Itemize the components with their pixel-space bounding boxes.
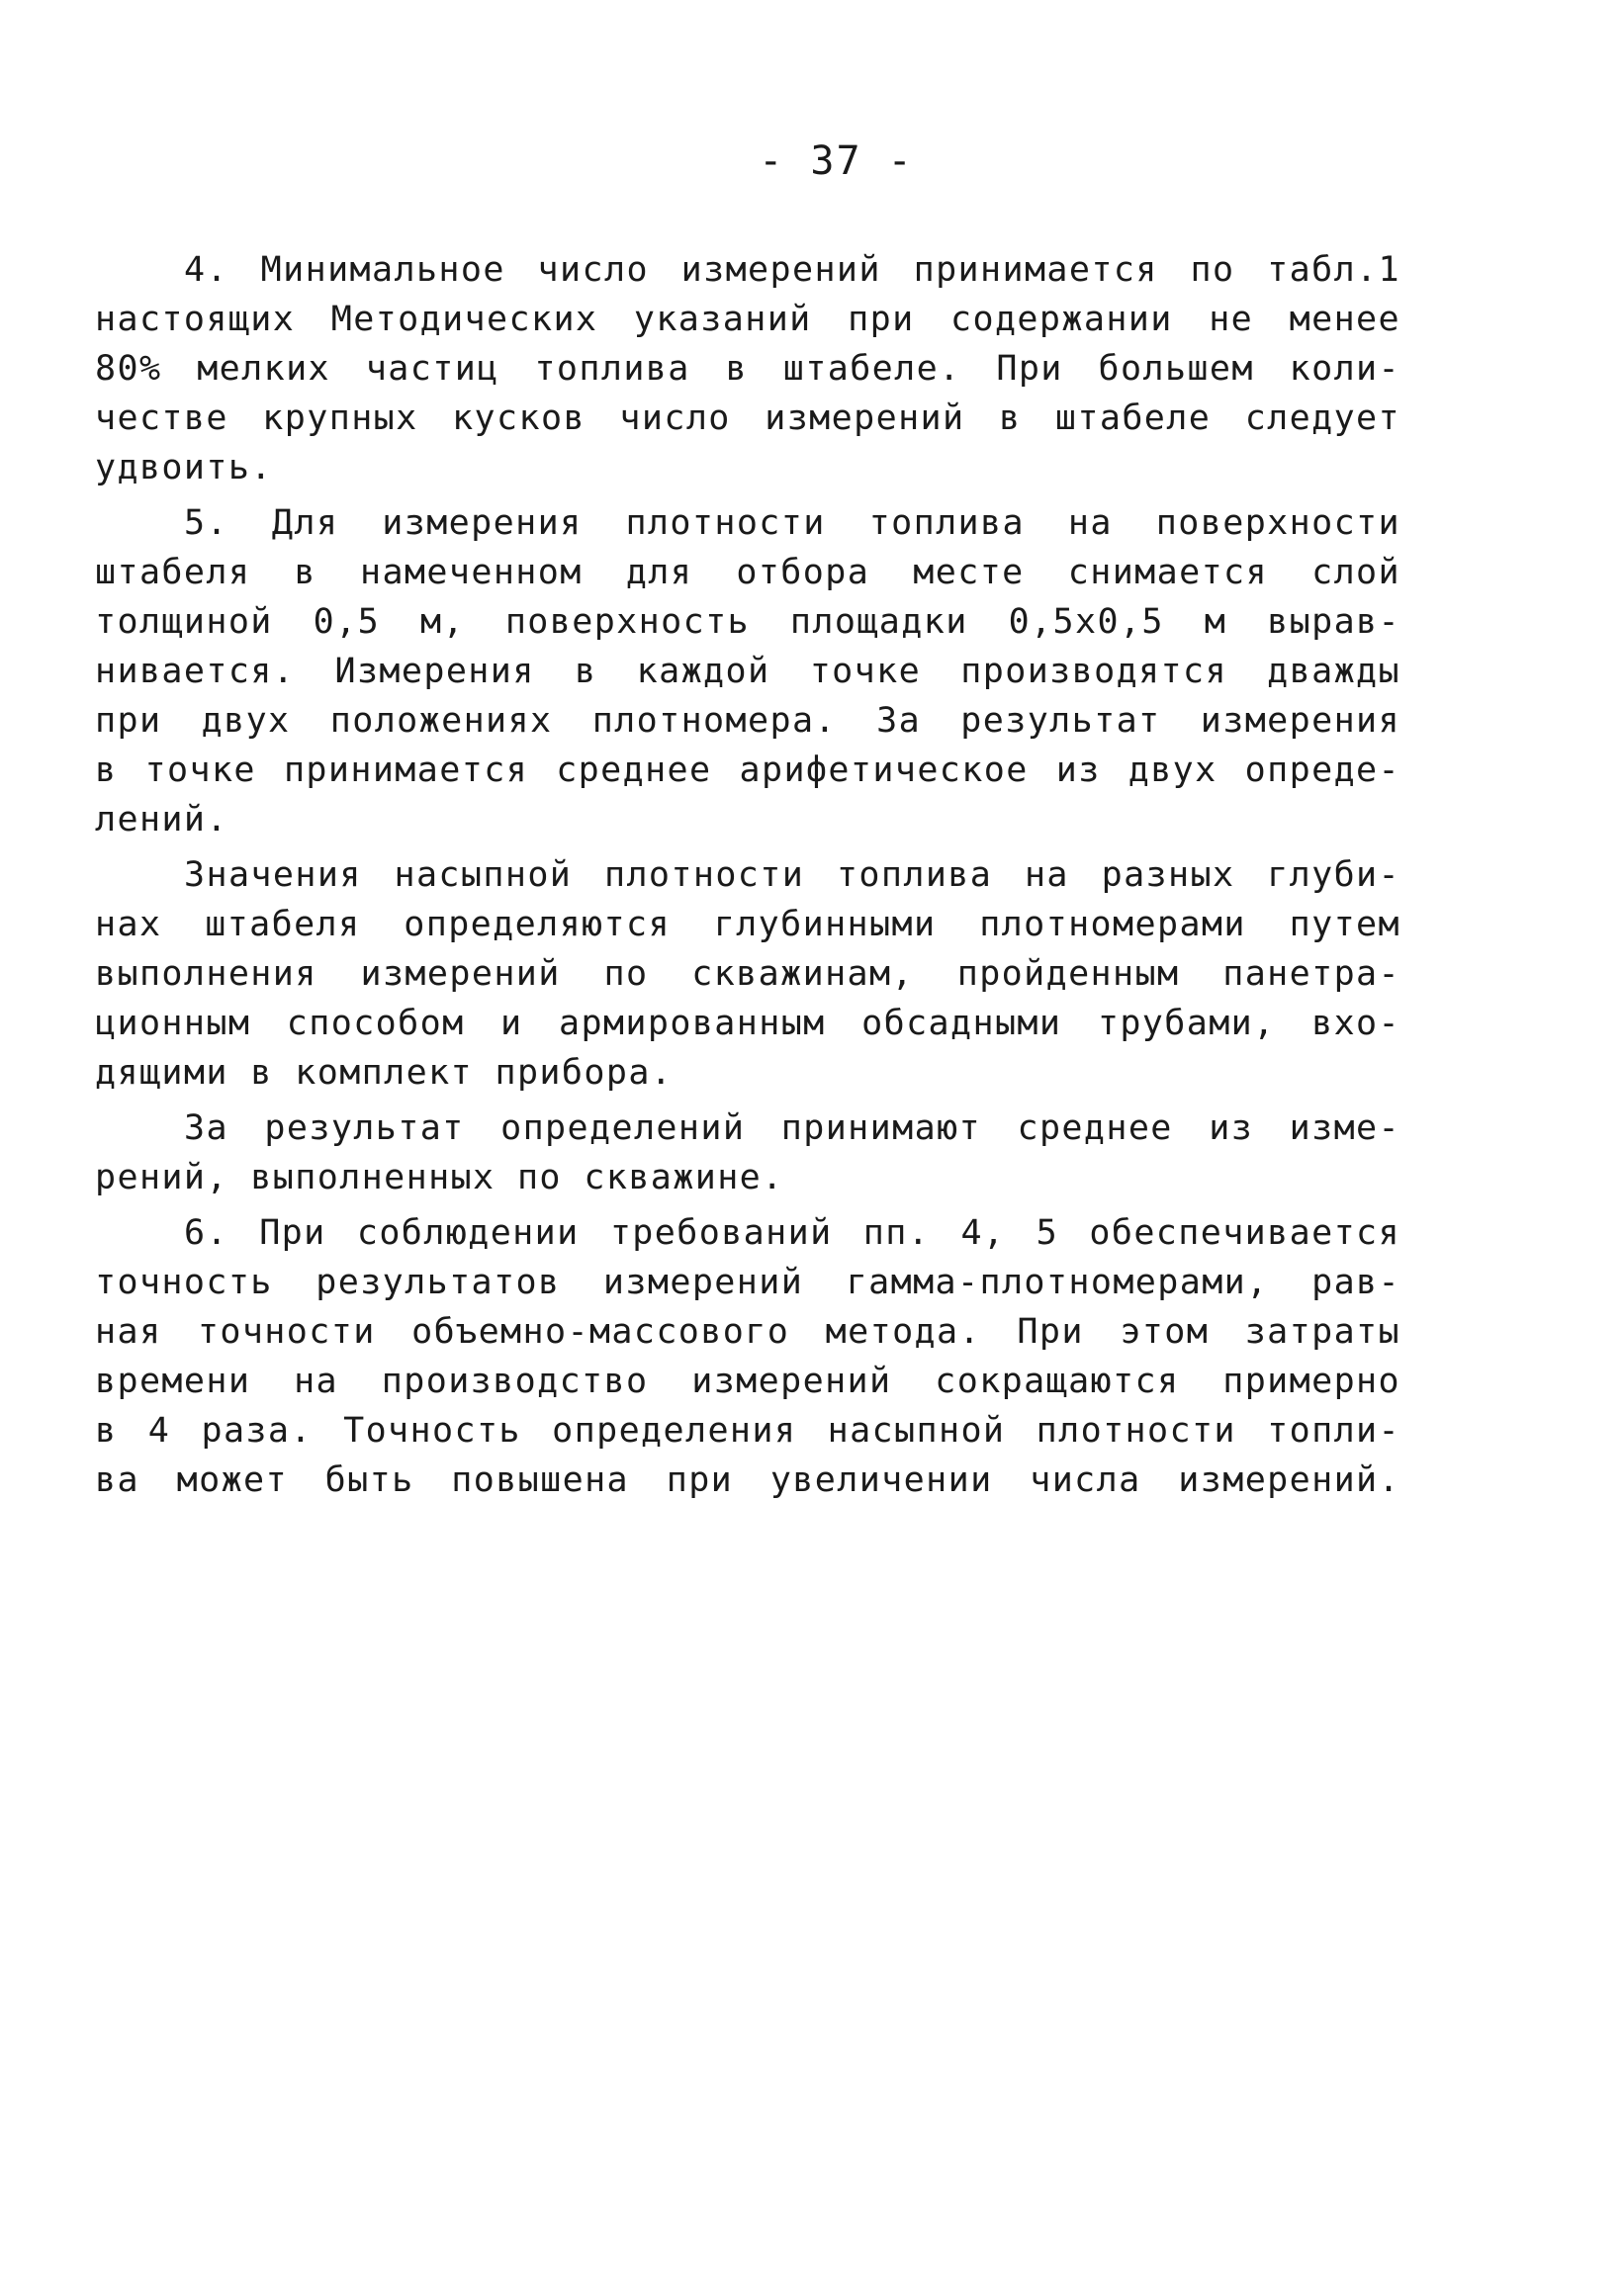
text-line: рений, выполненных по скважине. xyxy=(95,1158,784,1197)
text-line: выполнения измерений по скважинам, пройденным панетра- xyxy=(95,954,1400,994)
text-line: нивается. Измерения в каждой точке производятся дважды xyxy=(95,652,1400,691)
text-line: лений. xyxy=(95,800,228,839)
paragraph-1 xyxy=(95,245,1400,492)
text-line: За результат определений принимают среднее из изме- xyxy=(184,1108,1400,1148)
paragraph-3 xyxy=(95,850,1400,1098)
text-line: честве крупных кусков число измерений в штабеле следует xyxy=(95,398,1400,438)
paragraph-4 xyxy=(95,1104,1400,1202)
text-line: ная точности объемно-массового метода. При этом затраты xyxy=(95,1312,1400,1352)
text-line: 5. Для измерения плотности топлива на поверхности xyxy=(184,503,1400,543)
text-line: Значения насыпной плотности топлива на разных глуби- xyxy=(184,855,1400,895)
page-number: - 37 - xyxy=(759,138,914,184)
text-line: толщиной 0,5 м, поверхность площадки 0,5х0,5 м вырав- xyxy=(95,602,1400,642)
body-text xyxy=(95,245,1400,1505)
text-line: 4. Минимальное число измерений принимается по табл.1 xyxy=(184,250,1400,290)
text-line: точность результатов измерений гамма-плотномерами, рав- xyxy=(95,1263,1400,1302)
text-line: времени на производство измерений сокращаются примерно xyxy=(95,1362,1400,1401)
text-line: ва может быть повышена при увеличении числа измерений. xyxy=(95,1460,1400,1500)
paragraph-5 xyxy=(95,1208,1400,1505)
text-line: настоящих Методических указаний при содержании не менее xyxy=(95,300,1400,339)
text-line: в точке принимается среднее арифетическое из двух опреде- xyxy=(95,751,1400,790)
text-line: удвоить. xyxy=(95,448,273,487)
text-line: при двух положениях плотномера. За результат измерения xyxy=(95,701,1400,741)
text-line: штабеля в намеченном для отбора месте снимается слой xyxy=(95,553,1400,592)
text-line: нах штабеля определяются глубинными плотномерами путем xyxy=(95,905,1400,944)
text-line: 6. При соблюдении требований пп. 4, 5 обеспечивается xyxy=(184,1213,1400,1253)
text-line: в 4 раза. Точность определения насыпной плотности топли- xyxy=(95,1411,1400,1451)
text-line: дящими в комплект прибора. xyxy=(95,1053,674,1093)
text-line: 80% мелких частиц топлива в штабеле. При большем коли- xyxy=(95,349,1400,389)
text-line: ционным способом и армированным обсадными трубами, вхо- xyxy=(95,1004,1400,1043)
paragraph-2 xyxy=(95,498,1400,844)
